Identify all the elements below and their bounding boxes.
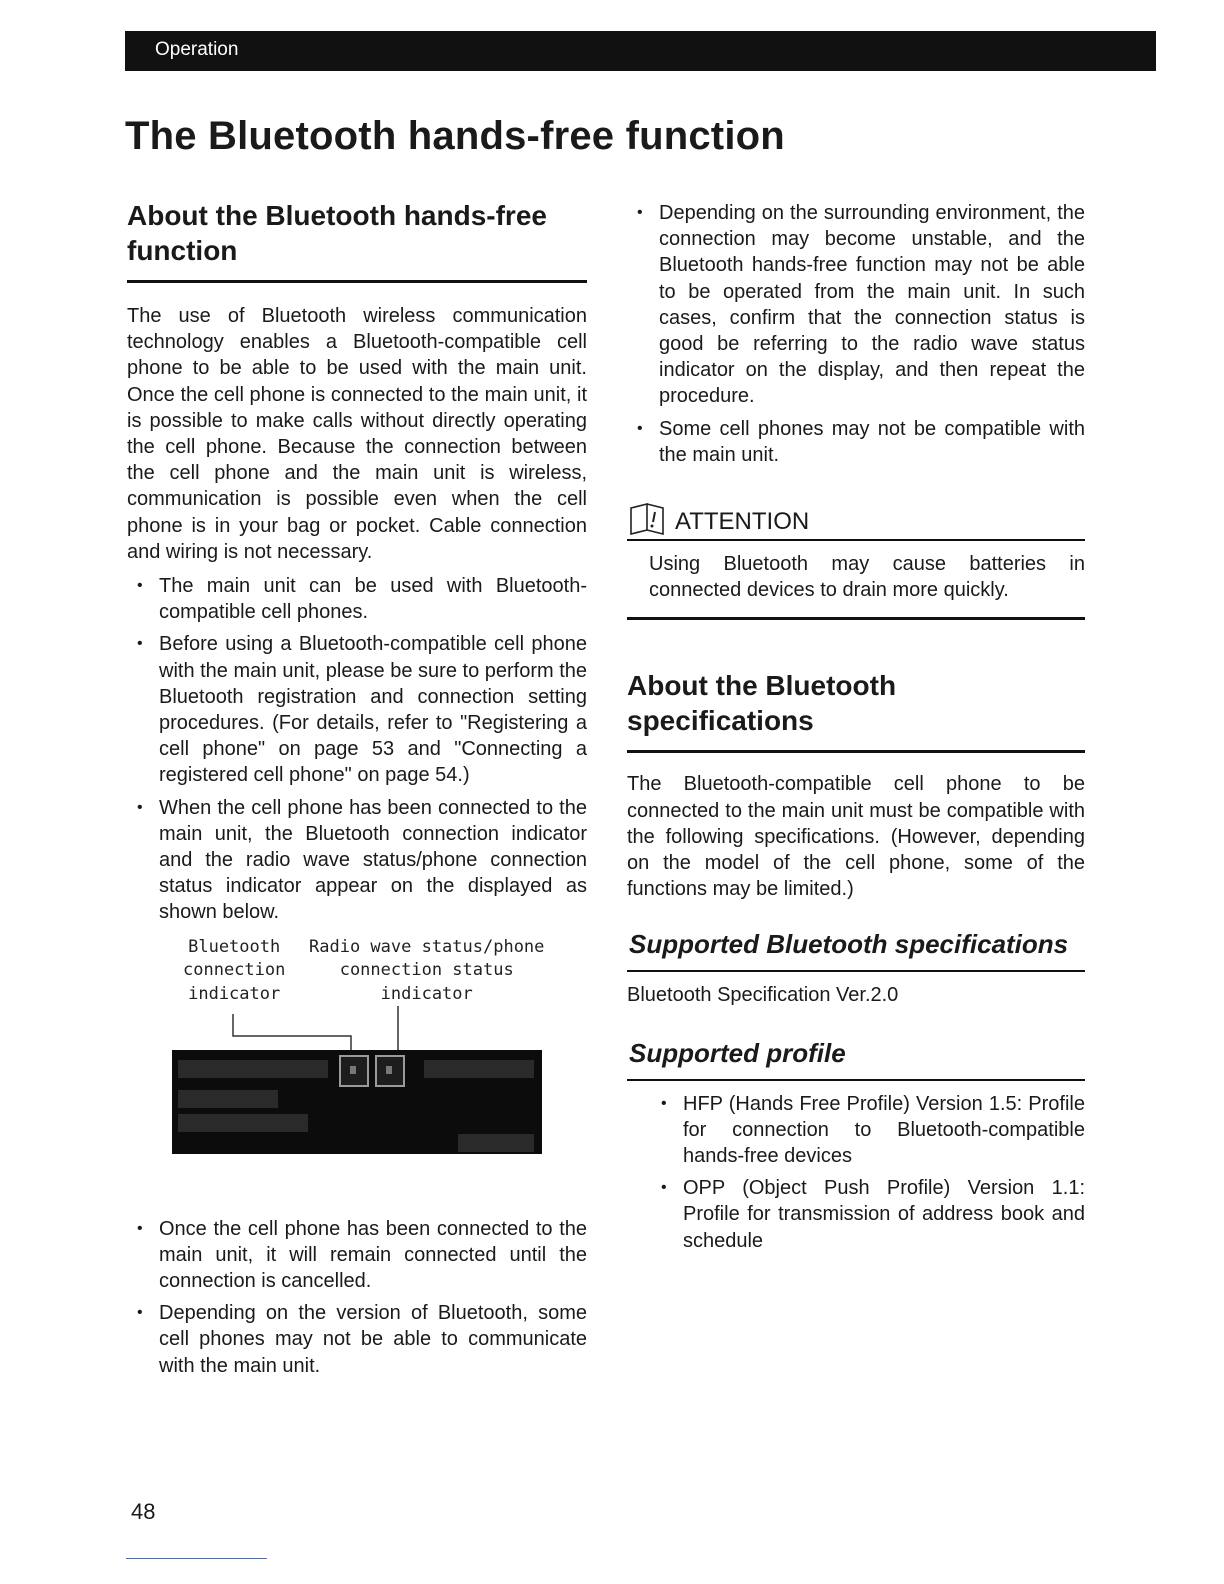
bullet-icon: •: [637, 204, 643, 221]
about-handsfree-intro: The use of Bluetooth wireless communication technology enables a Bluetooth-compatible cell phone to be able to be used with the main unit. Once the cell phone is connected to the main unit, it is possible to make calls without directly operating the cell phone. Because the connection between the cell phone and the main unit is wireless, communication is possible even when the cell phone is in your bag or pocket. Cable connection and wiring is not necessary.: [127, 305, 587, 563]
bullet-icon: •: [661, 1094, 667, 1112]
supported-specs-heading: Supported Bluetooth specifications: [627, 928, 1085, 972]
handsfree-bullet-list: [127, 573, 587, 926]
supported-specs-value: Bluetooth Specification Ver.2.0: [627, 984, 899, 1007]
lcd-text-row: [178, 1090, 278, 1108]
bullet-icon: •: [137, 635, 143, 653]
list-item: • Some cell phones may not be compatible with the main unit.: [637, 417, 1085, 466]
supported-profile-heading: Supported profile: [627, 1037, 1085, 1081]
lcd-clock-area: [458, 1134, 534, 1152]
bt-connection-indicator-label: Bluetooth connection indicator: [183, 936, 286, 1004]
right-bullet-list: [627, 200, 1085, 468]
radio-wave-indicator-label: Radio wave status/phone connection status indicator: [309, 936, 545, 1004]
bullet-icon: •: [137, 1219, 143, 1237]
bullet-icon: •: [661, 1179, 667, 1197]
left-column: [127, 198, 587, 1385]
right-column: [627, 200, 1085, 1260]
display-indicator-diagram: [127, 936, 587, 1216]
profile-list: [627, 1091, 1085, 1254]
about-specs-heading: About the Bluetooth specifications: [627, 668, 1085, 753]
handsfree-bullet-list-2: [127, 1216, 587, 1379]
bullet-icon: •: [637, 419, 643, 437]
bluetooth-indicator-icon: [339, 1055, 369, 1087]
list-item: • HFP (Hands Free Profile) Version 1.5: Profile for connection to Bluetooth-compatible hands-free devices: [661, 1092, 1085, 1168]
radio-wave-indicator-icon: [375, 1055, 405, 1087]
attention-box: [627, 500, 1085, 620]
page-number: 48: [131, 1499, 156, 1524]
footer-line: [126, 1558, 267, 1559]
lcd-text-row: [178, 1114, 308, 1132]
bullet-icon: •: [137, 577, 143, 595]
list-item: • Before using a Bluetooth-compatible cell phone with the main unit, please be sure to perform the Bluetooth registration and connection setting procedures. (For details, refer to "Registering a cell phone" on page 53 and "Connecting a registered cell phone" on page 54.): [137, 633, 588, 787]
attention-text: Using Bluetooth may cause batteries in connected devices to drain more quickly.: [627, 541, 1085, 620]
about-specs-intro: The Bluetooth-compatible cell phone to be connected to the main unit must be compatible with the following specifications. (However, depending on the model of the cell phone, some of the functions may be limited.): [627, 773, 1085, 901]
section-label: Operation: [155, 39, 239, 60]
lcd-display-screen: [172, 1050, 542, 1154]
section-header-bar: [125, 31, 1156, 71]
attention-title: ATTENTION: [675, 508, 810, 536]
attention-header: [627, 500, 1085, 541]
book-attention-icon: [627, 500, 671, 536]
about-handsfree-heading: About the Bluetooth hands-free function: [127, 198, 587, 283]
page-title: The Bluetooth hands-free function: [125, 114, 785, 158]
list-item: • Depending on the version of Bluetooth, some cell phones may not be able to communicate with the main unit.: [137, 1302, 587, 1377]
lcd-text-row: [424, 1060, 534, 1078]
lcd-text-row: [178, 1060, 328, 1078]
bullet-icon: •: [137, 798, 143, 816]
bullet-icon: •: [137, 1304, 143, 1322]
list-item: • OPP (Object Push Profile) Version 1.1: Profile for transmission of address book and schedule: [661, 1177, 1085, 1252]
list-item: • When the cell phone has been connected to the main unit, the Bluetooth connection indicator and the radio wave status/phone connection status indicator appear on the displayed as shown below.: [137, 796, 587, 924]
list-item: • Depending on the surrounding environment, the connection may become unstable, and the Bluetooth hands-free function may not be able to be operated from the main unit. In such cases, confirm that the connection status is good be referring to the radio wave status indicator on the display, and then repeat the procedure.: [637, 202, 1085, 408]
list-item: • Once the cell phone has been connected to the main unit, it will remain connected until the connection is cancelled.: [137, 1217, 587, 1293]
list-item: • The main unit can be used with Bluetooth-compatible cell phones.: [137, 575, 587, 624]
